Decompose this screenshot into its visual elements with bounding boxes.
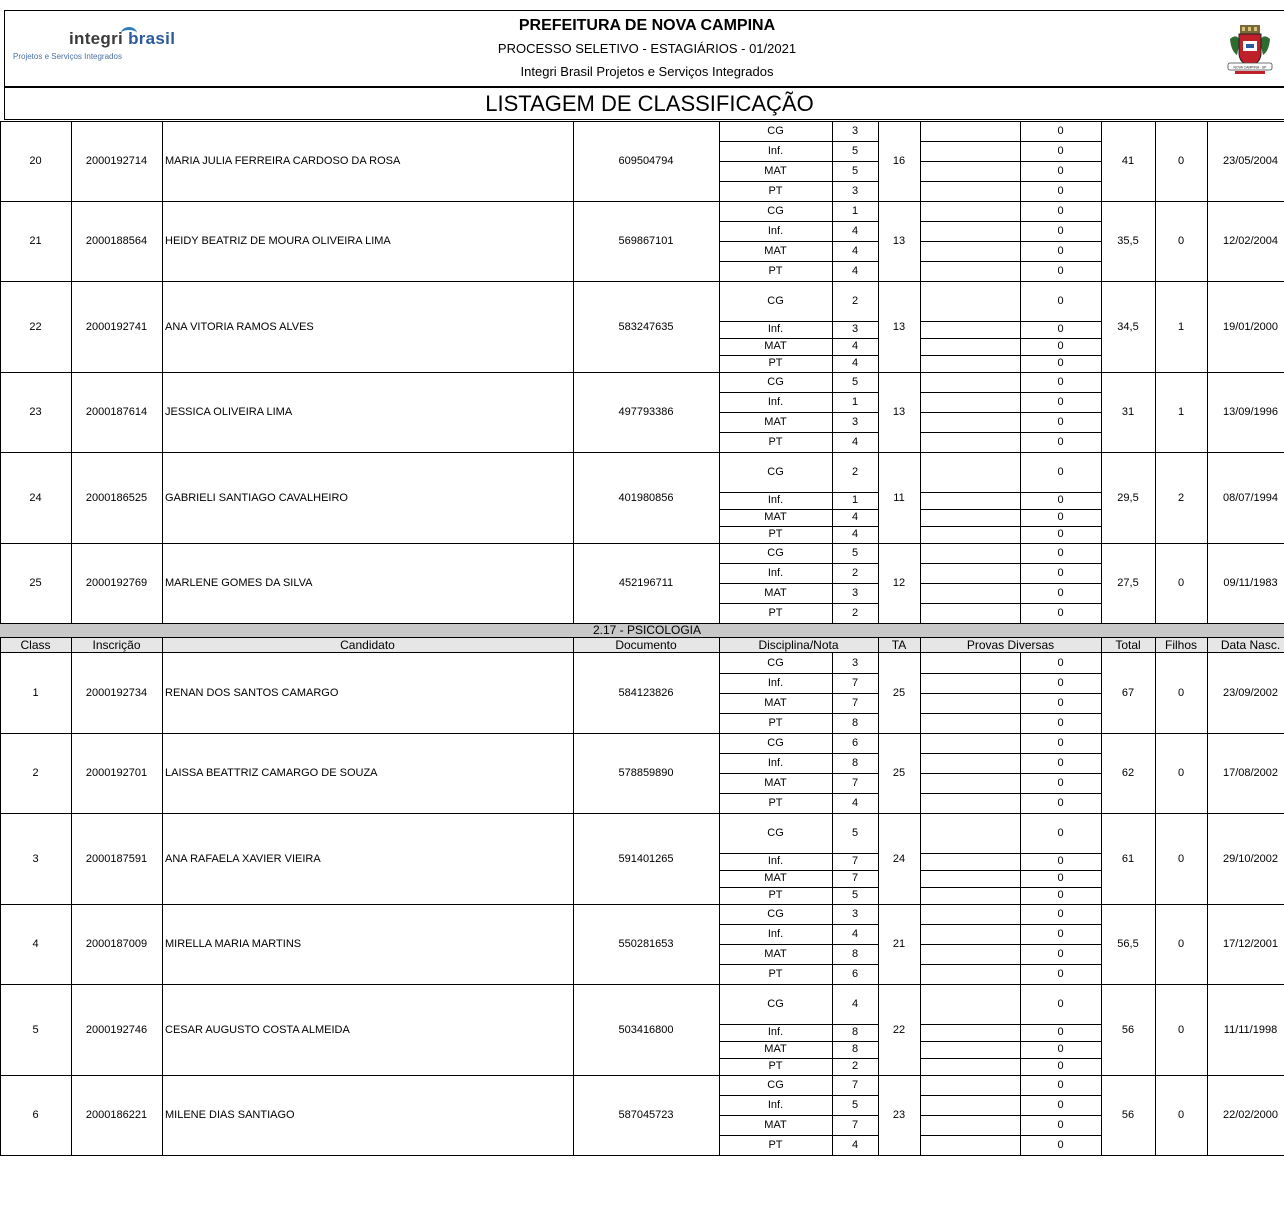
registration-number: 2000186525 (85, 491, 148, 504)
total-score: 29,5 (1117, 491, 1139, 504)
subject-label: MAT (764, 587, 787, 599)
children-count: 0 (1177, 687, 1185, 699)
subject-label: CG (767, 205, 784, 217)
provas-value: 0 (1057, 323, 1064, 335)
subject-label: Inf. (767, 1026, 784, 1038)
subject-label: Inf. (767, 1099, 784, 1111)
subject-grade: 8 (851, 757, 859, 769)
subject-grade: 5 (851, 165, 859, 177)
registration-number: 2000192769 (85, 577, 148, 589)
provas-value: 0 (1057, 677, 1064, 689)
subject-label: PT (768, 265, 783, 277)
provas-value: 0 (1057, 396, 1064, 408)
subject-grade: 1 (851, 205, 859, 217)
birth-date: 19/01/2000 (1222, 320, 1279, 333)
subject-grade: 4 (851, 511, 859, 523)
subject-label: Inf. (767, 225, 784, 237)
total-score: 56,5 (1117, 938, 1139, 950)
subject-grade: 7 (851, 777, 859, 789)
provas-value: 0 (1057, 225, 1064, 237)
subject-grade: 3 (851, 185, 859, 197)
column-header-inscricao: Inscrição (92, 638, 141, 652)
ta-score: 25 (892, 767, 906, 779)
city-crest-icon (1227, 25, 1273, 75)
total-score: 61 (1121, 852, 1135, 865)
total-score: 35,5 (1117, 235, 1139, 247)
document-number: 569867101 (618, 235, 674, 247)
subject-grade: 4 (851, 797, 859, 809)
document-number: 578859890 (618, 767, 674, 779)
subject-grade: 7 (851, 677, 859, 689)
subject-label: MAT (764, 872, 787, 884)
candidate-name: MIRELLA MARIA MARTINS (165, 938, 302, 950)
grid-line (1207, 638, 1208, 653)
total-score: 27,5 (1117, 577, 1139, 589)
candidate-name: GABRIELI SANTIAGO CAVALHEIRO (165, 491, 348, 504)
subject-label: Inf. (767, 494, 784, 506)
registration-number: 2000187591 (85, 852, 148, 865)
subject-label: MAT (764, 1119, 787, 1131)
logo-tagline: Projetos e Serviços Integrados (13, 52, 122, 61)
children-count: 0 (1177, 852, 1185, 865)
grid-line (1155, 638, 1156, 653)
subject-label: PT (768, 1060, 783, 1072)
provas-value: 0 (1057, 737, 1064, 749)
subject-label: MAT (764, 416, 787, 428)
grid-line (920, 984, 921, 1075)
subject-grade: 2 (851, 295, 859, 307)
document-number: 497793386 (618, 406, 674, 418)
subject-label: PT (768, 607, 783, 619)
class-position: 1 (32, 687, 39, 699)
provas-value: 0 (1057, 494, 1064, 506)
row-divider (0, 1155, 1284, 1156)
children-count: 0 (1177, 155, 1185, 167)
provas-value: 0 (1057, 607, 1064, 619)
provas-value: 0 (1057, 567, 1064, 579)
svg-text:NOVA CAMPINA - SP: NOVA CAMPINA - SP (1233, 65, 1267, 70)
class-position: 3 (32, 852, 39, 865)
subject-grade: 3 (851, 323, 859, 335)
total-score: 34,5 (1117, 320, 1139, 333)
birth-date: 12/02/2004 (1222, 235, 1279, 247)
registration-number: 2000188564 (85, 235, 148, 247)
class-position: 24 (29, 491, 42, 504)
subject-grade: 6 (851, 968, 859, 980)
subject-grade: 7 (851, 697, 859, 709)
provas-value: 0 (1057, 1099, 1064, 1111)
subject-grade: 4 (851, 528, 859, 540)
logo-wordmark: integri brasil (69, 29, 176, 48)
subject-label: CG (767, 295, 784, 307)
candidate-name: HEIDY BEATRIZ DE MOURA OLIVEIRA LIMA (165, 235, 391, 247)
subject-label: PT (768, 357, 783, 369)
provas-value: 0 (1057, 185, 1064, 197)
subject-label: MAT (764, 948, 787, 960)
subject-label: Inf. (767, 396, 784, 408)
class-position: 23 (29, 406, 42, 418)
ta-score: 25 (892, 687, 906, 699)
subject-grade: 3 (851, 416, 859, 428)
provas-value: 0 (1057, 145, 1064, 157)
candidate-name: ANA RAFAELA XAVIER VIEIRA (165, 852, 321, 865)
provas-value: 0 (1057, 340, 1064, 352)
candidate-name: CESAR AUGUSTO COSTA ALMEIDA (165, 1023, 350, 1036)
subject-label: CG (767, 998, 784, 1010)
grid-line (719, 638, 720, 653)
birth-date: 22/02/2000 (1222, 1109, 1279, 1121)
subject-label: MAT (764, 165, 787, 177)
children-count: 1 (1177, 320, 1185, 333)
subject-label: CG (767, 125, 784, 137)
subject-label: PT (768, 528, 783, 540)
column-header-total: Total (1115, 638, 1141, 652)
provas-value: 0 (1057, 245, 1064, 257)
column-header-row (0, 638, 1284, 653)
document-number: 550281653 (618, 938, 674, 950)
column-header-data-nasc: Data Nasc. (1220, 638, 1281, 652)
provas-value: 0 (1057, 717, 1064, 729)
grid-line (920, 452, 921, 543)
provas-value: 0 (1057, 165, 1064, 177)
column-header-class: Class (20, 638, 51, 652)
provas-value: 0 (1057, 416, 1064, 428)
ta-score: 23 (892, 1109, 906, 1121)
ta-score: 24 (892, 852, 906, 865)
ta-score: 12 (892, 577, 906, 589)
subject-grade: 1 (851, 396, 859, 408)
grid-line (0, 638, 1, 653)
subject-grade: 4 (851, 998, 859, 1010)
grid-line (71, 638, 72, 653)
provas-value: 0 (1057, 797, 1064, 809)
provas-value: 0 (1057, 357, 1064, 369)
class-position: 20 (29, 155, 42, 167)
total-score: 67 (1121, 687, 1135, 699)
children-count: 0 (1177, 1023, 1185, 1036)
subject-grade: 8 (851, 717, 859, 729)
subject-label: MAT (764, 1043, 787, 1055)
document-title: PREFEITURA DE NOVA CAMPINA (518, 17, 776, 34)
ta-score: 11 (893, 491, 905, 504)
children-count: 1 (1177, 406, 1185, 418)
provas-value: 0 (1057, 777, 1064, 789)
candidate-name: RENAN DOS SANTOS CAMARGO (165, 687, 339, 699)
subject-label: PT (768, 1139, 783, 1151)
document-number: 503416800 (618, 1023, 674, 1036)
provas-value: 0 (1057, 1079, 1064, 1091)
ta-score: 13 (892, 406, 906, 418)
provas-value: 0 (1057, 657, 1064, 669)
subject-grade: 4 (851, 928, 859, 940)
subject-grade: 8 (851, 1043, 859, 1055)
total-score: 56 (1121, 1109, 1135, 1121)
grid-line (920, 638, 921, 653)
column-header-candidato: Candidato (340, 638, 395, 652)
provas-value: 0 (1057, 528, 1064, 540)
subject-grade: 4 (851, 245, 859, 257)
registration-number: 2000192746 (85, 1023, 148, 1036)
total-score: 62 (1121, 767, 1135, 779)
subject-label: MAT (764, 245, 787, 257)
document-number: 609504794 (618, 155, 674, 167)
provas-value: 0 (1057, 908, 1064, 920)
provas-value: 0 (1057, 928, 1064, 940)
children-count: 2 (1177, 491, 1185, 504)
total-score: 56 (1121, 1023, 1135, 1036)
subject-label: CG (767, 657, 784, 669)
registration-number: 2000187614 (85, 406, 148, 418)
birth-date: 17/08/2002 (1222, 767, 1279, 779)
provas-value: 0 (1057, 1043, 1064, 1055)
provas-value: 0 (1057, 968, 1064, 980)
provas-value: 0 (1057, 265, 1064, 277)
candidate-name: ANA VITORIA RAMOS ALVES (165, 320, 314, 333)
subject-grade: 4 (851, 225, 859, 237)
subject-grade: 3 (851, 657, 859, 669)
subject-grade: 5 (851, 827, 859, 839)
subject-label: Inf. (767, 855, 784, 867)
column-header-ta: TA (891, 638, 907, 652)
provas-value: 0 (1057, 1119, 1064, 1131)
subject-label: PT (768, 717, 783, 729)
subject-label: CG (767, 737, 784, 749)
candidate-name: MARLENE GOMES DA SILVA (165, 577, 313, 589)
subject-grade: 8 (851, 948, 859, 960)
provas-value: 0 (1057, 757, 1064, 769)
subject-grade: 1 (851, 494, 859, 506)
class-position: 22 (29, 320, 42, 333)
provas-value: 0 (1057, 205, 1064, 217)
registration-number: 2000192741 (85, 320, 148, 333)
ta-score: 21 (892, 938, 906, 950)
subject-label: CG (767, 547, 784, 559)
subject-grade: 4 (851, 357, 859, 369)
subject-grade: 4 (851, 436, 859, 448)
registration-number: 2000192714 (85, 155, 148, 167)
provas-value: 0 (1057, 697, 1064, 709)
subject-label: CG (767, 376, 784, 388)
grid-line (573, 638, 574, 653)
registration-number: 2000186221 (85, 1109, 148, 1121)
children-count: 0 (1177, 938, 1185, 950)
subject-grade: 2 (851, 567, 859, 579)
provas-value: 0 (1057, 466, 1064, 478)
provas-value: 0 (1057, 125, 1064, 137)
children-count: 0 (1177, 767, 1185, 779)
provas-value: 0 (1057, 295, 1064, 307)
children-count: 0 (1177, 1109, 1185, 1121)
total-score: 31 (1121, 406, 1135, 418)
column-header-provas: Provas Diversas (966, 638, 1055, 652)
subject-label: Inf. (767, 757, 784, 769)
class-position: 4 (32, 938, 39, 950)
subject-grade: 7 (851, 872, 859, 884)
subject-grade: 3 (851, 125, 859, 137)
subject-grade: 7 (851, 855, 859, 867)
subject-grade: 5 (851, 1099, 859, 1111)
subject-label: Inf. (767, 323, 784, 335)
grid-line (920, 813, 921, 904)
subject-label: MAT (764, 511, 787, 523)
class-position: 2 (32, 767, 39, 779)
class-position: 5 (32, 1023, 39, 1036)
provas-value: 0 (1057, 1060, 1064, 1072)
provas-value: 0 (1057, 872, 1064, 884)
subject-label: PT (768, 889, 783, 901)
document-number: 452196711 (618, 577, 674, 589)
subject-label: PT (768, 185, 783, 197)
provas-value: 0 (1057, 998, 1064, 1010)
subject-grade: 7 (851, 1079, 859, 1091)
column-header-documento: Documento (615, 638, 677, 652)
provas-value: 0 (1057, 948, 1064, 960)
subject-label: MAT (764, 697, 787, 709)
grid-line (878, 638, 879, 653)
subject-label: CG (767, 466, 784, 478)
subject-grade: 4 (851, 265, 859, 277)
birth-date: 17/12/2001 (1222, 938, 1279, 950)
ta-score: 13 (892, 235, 906, 247)
subject-grade: 4 (851, 1139, 859, 1151)
subject-label: CG (767, 908, 784, 920)
company-name: Integri Brasil Projetos e Serviços Integrados (520, 64, 774, 79)
column-header-filhos: Filhos (1164, 638, 1197, 652)
subject-grade: 3 (851, 587, 859, 599)
candidate-name: JESSICA OLIVEIRA LIMA (165, 406, 293, 418)
subject-label: Inf. (767, 567, 784, 579)
subject-grade: 5 (851, 376, 859, 388)
subject-label: CG (767, 827, 784, 839)
ta-score: 16 (892, 155, 906, 167)
children-count: 0 (1177, 235, 1185, 247)
document-number: 587045723 (618, 1109, 674, 1121)
provas-value: 0 (1057, 547, 1064, 559)
subject-label: PT (768, 797, 783, 809)
document-number: 401980856 (618, 491, 674, 504)
birth-date: 13/09/1996 (1222, 406, 1279, 418)
subject-label: Inf. (767, 928, 784, 940)
subject-grade: 2 (851, 466, 859, 478)
listing-title-band: LISTAGEM DE CLASSIFICAÇÃO (4, 88, 1284, 120)
grid-line (162, 638, 163, 653)
document-number: 583247635 (618, 320, 674, 333)
column-header-disciplina: Disciplina/Nota (758, 638, 839, 652)
subject-grade: 8 (851, 1026, 859, 1038)
document-subtitle: PROCESSO SELETIVO - ESTAGIÁRIOS - 01/2021 (497, 41, 797, 56)
provas-value: 0 (1057, 1139, 1064, 1151)
subject-label: MAT (764, 340, 787, 352)
birth-date: 23/09/2002 (1222, 687, 1279, 699)
candidate-name: MILENE DIAS SANTIAGO (165, 1109, 295, 1121)
grid-line (1101, 638, 1102, 653)
subject-label: PT (768, 436, 783, 448)
birth-date: 23/05/2004 (1222, 155, 1279, 167)
page-header (4, 10, 1284, 88)
candidate-name: LAISSA BEATTRIZ CAMARGO DE SOUZA (165, 767, 378, 779)
birth-date: 29/10/2002 (1222, 852, 1279, 865)
subject-grade: 5 (851, 145, 859, 157)
document-number: 584123826 (618, 687, 674, 699)
children-count: 0 (1177, 577, 1185, 589)
subject-label: MAT (764, 777, 787, 789)
birth-date: 09/11/1983 (1223, 577, 1278, 589)
subject-grade: 4 (851, 340, 859, 352)
registration-number: 2000192734 (85, 687, 148, 699)
section-band-psicologia: 2.17 - PSICOLOGIA (0, 623, 1284, 638)
class-position: 21 (29, 235, 42, 247)
class-position: 6 (32, 1109, 39, 1121)
subject-label: Inf. (767, 145, 784, 157)
provas-value: 0 (1057, 1026, 1064, 1038)
provas-value: 0 (1057, 855, 1064, 867)
subject-label: PT (768, 968, 783, 980)
registration-number: 2000192701 (85, 767, 148, 779)
ta-score: 22 (892, 1023, 906, 1036)
subject-grade: 2 (851, 1060, 859, 1072)
birth-date: 08/07/1994 (1222, 491, 1279, 504)
subject-grade: 7 (851, 1119, 859, 1131)
subject-grade: 6 (851, 737, 859, 749)
candidate-name: MARIA JULIA FERREIRA CARDOSO DA ROSA (165, 155, 401, 167)
birth-date: 11/11/1998 (1223, 1023, 1278, 1036)
total-score: 41 (1121, 155, 1135, 167)
subject-label: CG (767, 1079, 784, 1091)
subject-label: Inf. (767, 677, 784, 689)
provas-value: 0 (1057, 436, 1064, 448)
subject-grade: 5 (851, 889, 859, 901)
subject-grade: 3 (851, 908, 859, 920)
subject-grade: 5 (851, 547, 859, 559)
grid-line (920, 281, 921, 372)
provas-value: 0 (1057, 511, 1064, 523)
provas-value: 0 (1057, 376, 1064, 388)
registration-number: 2000187009 (85, 938, 148, 950)
provas-value: 0 (1057, 587, 1064, 599)
class-position: 25 (29, 577, 42, 589)
ta-score: 13 (892, 320, 906, 333)
subject-grade: 2 (851, 607, 859, 619)
document-number: 591401265 (618, 852, 674, 865)
provas-value: 0 (1057, 827, 1064, 839)
provas-value: 0 (1057, 889, 1064, 901)
